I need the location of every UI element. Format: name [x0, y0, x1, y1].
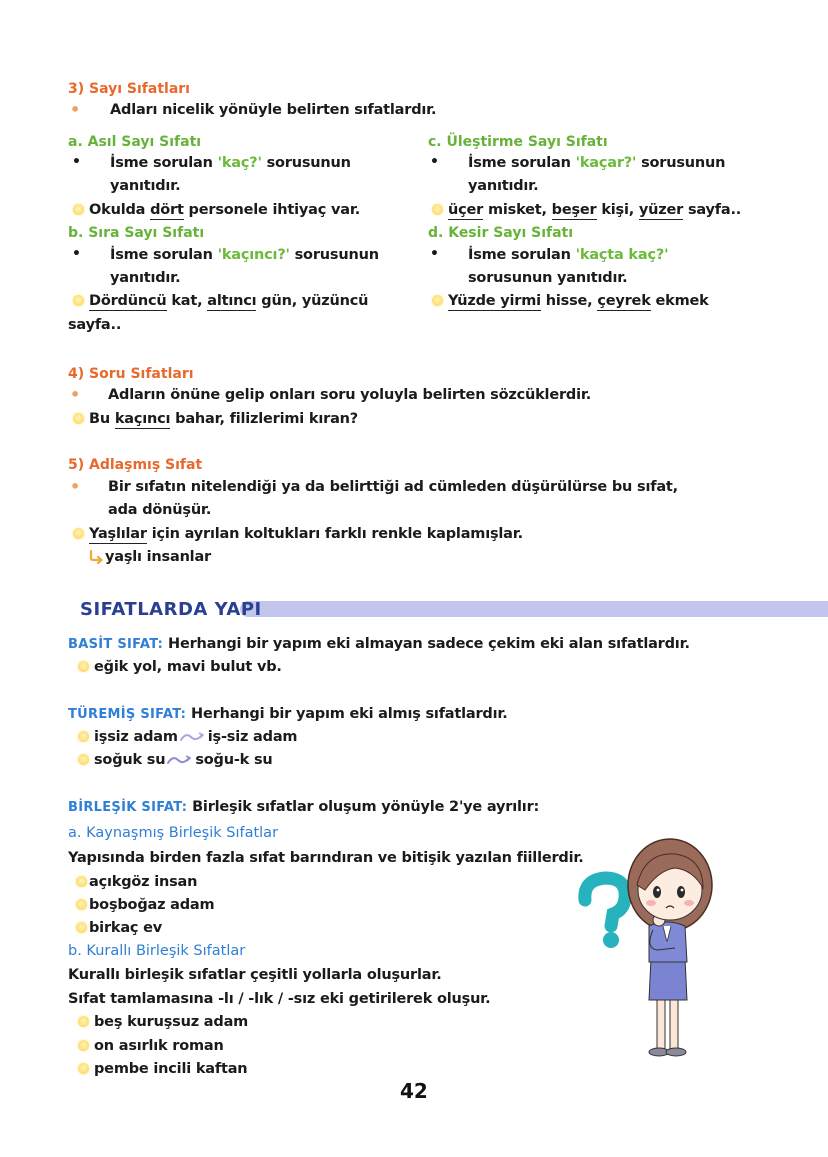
example-text: personele ihtiyaç var. [183, 202, 361, 218]
adlasmis-example [73, 526, 523, 542]
lightbulb-icon [78, 661, 89, 672]
sira-line1: İsme sorulan 'kaçıncı?' sorusunun [110, 247, 379, 263]
example-text: Bu [89, 411, 115, 427]
lightbulb-icon [78, 731, 89, 742]
heading-sira-sayi: b. Sıra Sayı Sıfatı [68, 225, 205, 241]
lightbulb-icon [73, 413, 84, 424]
lightbulb-icon [73, 528, 84, 539]
heading-soru-sifatlari: 4) Soru Sıfatları [68, 366, 194, 382]
kuralli-example-3: pembe incili kaftan [78, 1061, 247, 1077]
bullet-dot: • [70, 385, 81, 404]
asil-example [73, 202, 360, 218]
birlesik-sifat-line: BİRLEŞİK SIFAT: Birleşik sıfatlar oluşum yönüyle 2'ye ayrılır: [68, 799, 540, 815]
bullet-dot: • [70, 477, 81, 496]
adlasmis-definition-2: ada dönüşür. [108, 502, 212, 518]
turn-arrow-icon [88, 550, 104, 564]
example-text: bahar, filizlerimi kıran? [170, 411, 359, 427]
bullet-dot: • [70, 100, 81, 119]
lightbulb-icon [76, 899, 87, 910]
lightbulb-icon [73, 204, 84, 215]
underlined-adjective: çeyrek [597, 293, 651, 309]
example-text: Okulda [89, 202, 151, 218]
lightbulb-icon [78, 1063, 89, 1074]
ulestirme-example [432, 202, 741, 218]
example-text: için ayrılan koltukları farklı renkle kaplamışlar. [146, 526, 523, 542]
asil-line2: yanıtıdır. [110, 178, 181, 194]
kuralli-line2: Sıfat tamlamasına -lı / -lık / -sız eki getirilerek oluşur. [68, 991, 491, 1007]
heading-kaynasmis: a. Kaynaşmış Birleşik Sıfatlar [68, 825, 279, 841]
lightbulb-icon [78, 1016, 89, 1027]
bullet-dot: • [72, 246, 81, 262]
kaynasmis-example-3: birkaç ev [76, 920, 162, 936]
sira-example [73, 293, 368, 309]
section-title: SIFATLARDA YAPI [80, 599, 262, 620]
kuralli-line1: Kurallı birleşik sıfatlar çeşitli yollarla oluşurlar. [68, 967, 442, 983]
bullet-dot: • [430, 246, 439, 262]
turemis-sifat-label: TÜREMİŞ SIFAT: [68, 707, 187, 722]
underlined-adjective: Yaşlılar [89, 526, 147, 542]
heading-sayi-sifatlari: 3) Sayı Sıfatları [68, 81, 190, 97]
kaynasmis-example-2: boşboğaz adam [76, 897, 214, 913]
example-text: sayfa.. [683, 202, 742, 218]
turemis-example-1: işsiz adam iş-siz adam [78, 729, 297, 745]
example-text: misket, [483, 202, 552, 218]
birlesik-sifat-label: BİRLEŞİK SIFAT: [68, 800, 188, 815]
kaynasmis-definition: Yapısında birden fazla sıfat barındıran ve bitişik yazılan fiillerdir. [68, 850, 584, 866]
heading-asil-sayi: a. Asıl Sayı Sıfatı [68, 134, 202, 150]
underlined-adjective: Yüzde yirmi [448, 293, 541, 309]
question-mark-icon [585, 878, 625, 948]
underlined-adjective: beşer [551, 202, 597, 218]
kesir-line1: İsme sorulan 'kaçta kaç?' [468, 247, 669, 263]
lightbulb-icon [76, 922, 87, 933]
page-number: 42 [400, 1079, 428, 1103]
underlined-adjective: altıncı [207, 293, 257, 309]
lightbulb-icon [78, 754, 89, 765]
example-text: kişi, [596, 202, 639, 218]
basit-example: eğik yol, mavi bulut vb. [78, 659, 282, 675]
basit-sifat-line: BASİT SIFAT: Herhangi bir yapım eki almayan sadece çekim eki alan sıfatlardır. [68, 636, 690, 652]
lightbulb-icon [432, 204, 443, 215]
wave-arrow-icon [180, 731, 206, 743]
turemis-sifat-line: TÜREMİŞ SIFAT: Herhangi bir yapım eki almış sıfatlardır. [68, 706, 508, 722]
ulestirme-line2: yanıtıdır. [468, 178, 539, 194]
lightbulb-icon [78, 1040, 89, 1051]
kesir-line2: sorusunun yanıtıdır. [468, 270, 628, 286]
kuralli-example-2: on asırlık roman [78, 1038, 224, 1054]
lightbulb-icon [432, 295, 443, 306]
example-text: hisse, [540, 293, 598, 309]
underlined-adjective: Dördüncü [89, 293, 167, 309]
underlined-adjective: üçer [448, 202, 484, 218]
ulestirme-line1: İsme sorulan 'kaçar?' sorusunun [468, 155, 726, 171]
soru-definition: Adların önüne gelip onları soru yoluyla belirten sözcüklerdir. [108, 387, 592, 403]
sira-example-cont: sayfa.. [68, 317, 122, 333]
sayi-definition: Adları nicelik yönüyle belirten sıfatlardır. [110, 102, 437, 118]
adlasmis-definition-1: Bir sıfatın nitelendiği ya da belirttiği ad cümleden düşürülürse bu sıfat, [108, 479, 678, 495]
example-text: ekmek [650, 293, 709, 309]
underlined-adjective: yüzer [638, 202, 684, 218]
kaynasmis-example-1: açıkgöz insan [76, 874, 197, 890]
sira-line2: yanıtıdır. [110, 270, 181, 286]
kuralli-example-1: beş kuruşsuz adam [78, 1014, 248, 1030]
heading-ulestirme-sayi: c. Üleştirme Sayı Sıfatı [428, 134, 608, 150]
underlined-adjective: kaçıncı [114, 411, 171, 427]
lightbulb-icon [76, 876, 87, 887]
heading-kesir-sayi: d. Kesir Sayı Sıfatı [428, 225, 574, 241]
example-text: kat, [166, 293, 208, 309]
lightbulb-icon [73, 295, 84, 306]
bullet-dot: • [72, 154, 81, 170]
soru-example [73, 411, 358, 427]
heading-adlasmis-sifat: 5) Adlaşmış Sıfat [68, 457, 203, 473]
thinking-woman-illustration [575, 830, 735, 1060]
adlasmis-arrow-note: yaşlı insanlar [88, 549, 211, 565]
example-text: gün, yüzüncü [256, 293, 369, 309]
section-divider-bar [240, 601, 828, 617]
turemis-example-2: soğuk su soğu-k su [78, 752, 273, 768]
asil-line1: İsme sorulan 'kaç?' sorusunun [110, 155, 351, 171]
basit-sifat-label: BASİT SIFAT: [68, 637, 164, 652]
heading-kuralli: b. Kurallı Birleşik Sıfatlar [68, 943, 246, 959]
wave-arrow-icon [167, 754, 193, 766]
underlined-adjective: dört [150, 202, 184, 218]
bullet-dot: • [430, 154, 439, 170]
kesir-example [432, 293, 709, 309]
